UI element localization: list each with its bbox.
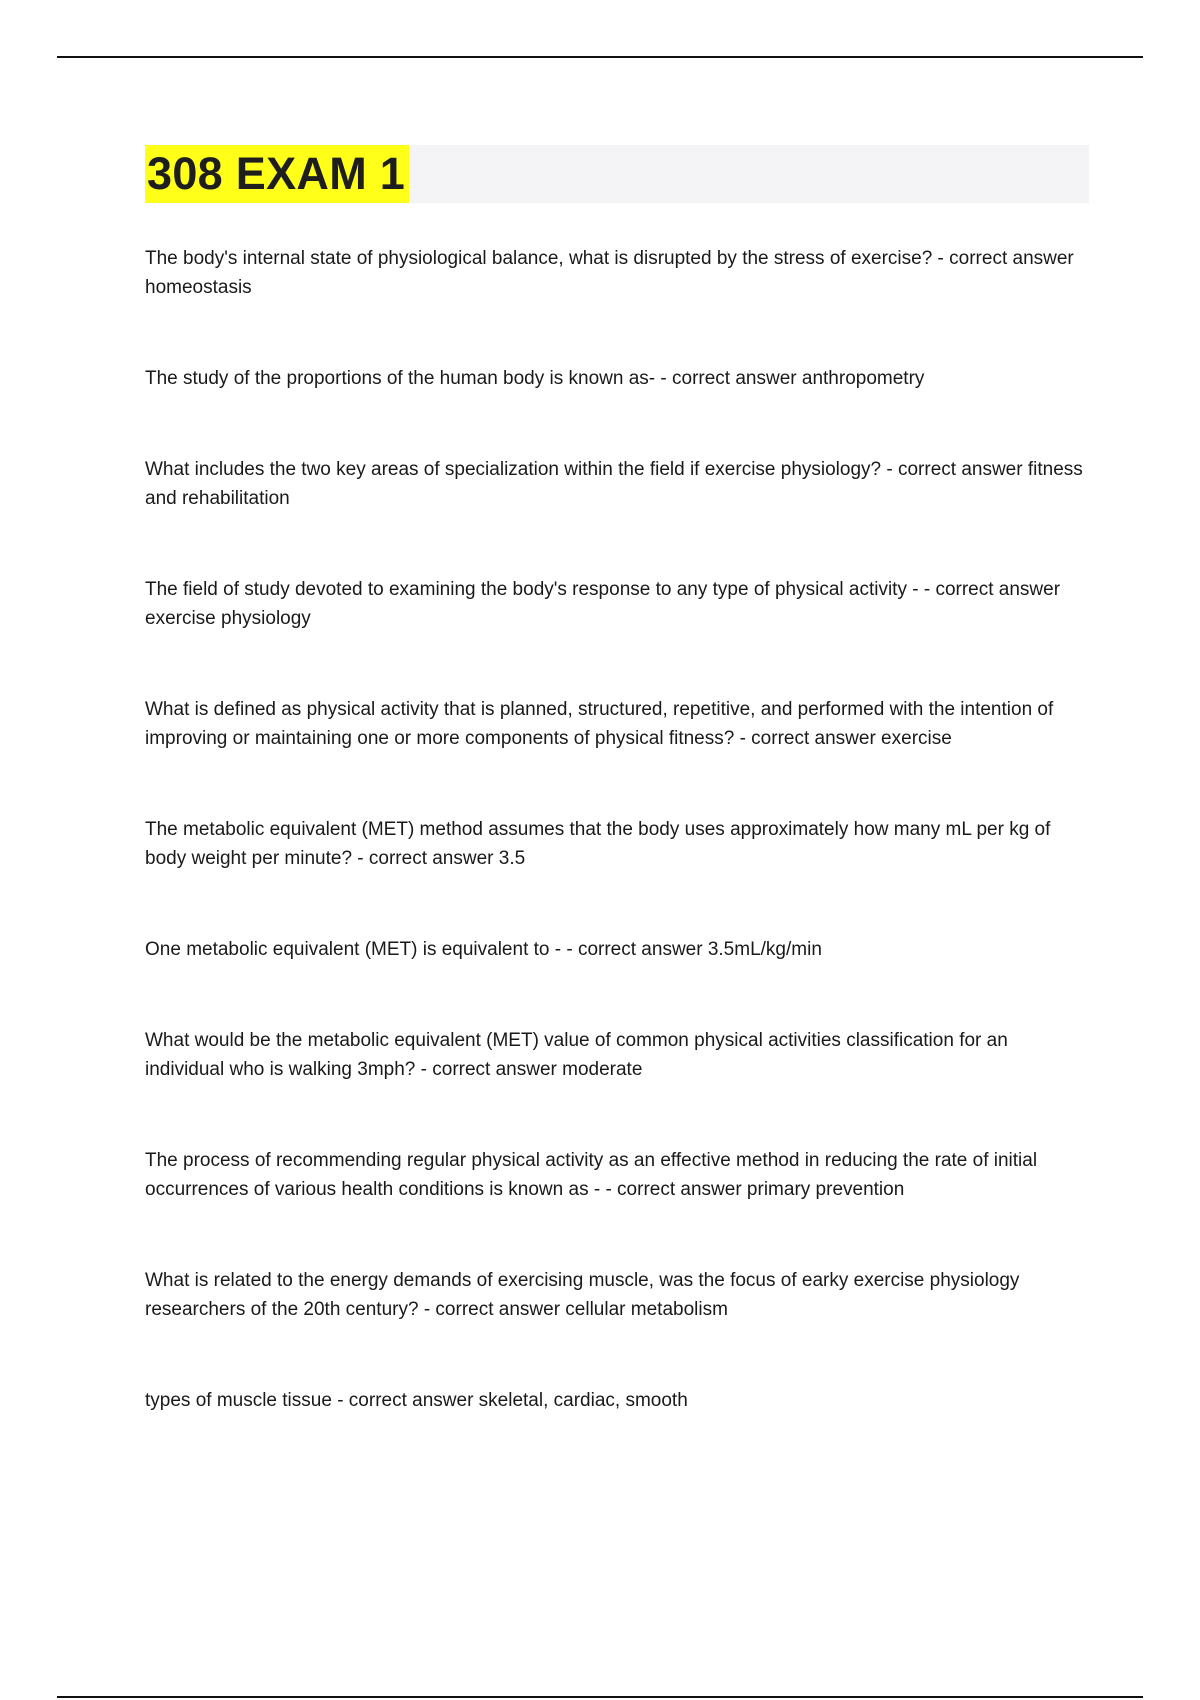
title-highlight — [145, 145, 409, 203]
qa-item: What is related to the energy demands of exercising muscle, was the focus of earky exercise physiology researchers of the 20th century? - correct answer cellular metabolism — [145, 1270, 1020, 1320]
question-answer-list — [145, 244, 1090, 1477]
qa-item: The field of study devoted to examining the body's response to any type of physical activity - - correct answer exercise physiology — [145, 579, 1061, 629]
qa-item: The body's internal state of physiological balance, what is disrupted by the stress of exercise? - correct answer homeostasis — [145, 248, 1074, 298]
qa-item: The metabolic equivalent (MET) method assumes that the body uses approximately how many mL per kg of body weight per minute? - correct answer 3.5 — [145, 819, 1051, 869]
qa-item: What would be the metabolic equivalent (MET) value of common physical activities classification for an individual who is walking 3mph? - correct answer moderate — [145, 1030, 1008, 1080]
bottom-rule — [57, 1696, 1143, 1698]
qa-item: What is defined as physical activity that is planned, structured, repetitive, and performed with the intention of improving or maintaining one or more components of physical fitness? - correct answer exercise — [145, 699, 1054, 749]
document-title: 308 EXAM 1 — [147, 148, 406, 199]
qa-item: What includes the two key areas of specialization within the field if exercise physiology? - correct answer fitness and rehabilitation — [145, 459, 1083, 509]
qa-item: types of muscle tissue - correct answer skeletal, cardiac, smooth — [145, 1390, 688, 1411]
top-rule — [57, 56, 1143, 58]
qa-item: The process of recommending regular physical activity as an effective method in reducing the rate of initial occurrences of various health conditions is known as - - correct answer primary prevention — [145, 1150, 1038, 1200]
qa-item: The study of the proportions of the human body is known as- - correct answer anthropometry — [145, 368, 925, 389]
qa-item: One metabolic equivalent (MET) is equivalent to - - correct answer 3.5mL/kg/min — [145, 939, 822, 960]
